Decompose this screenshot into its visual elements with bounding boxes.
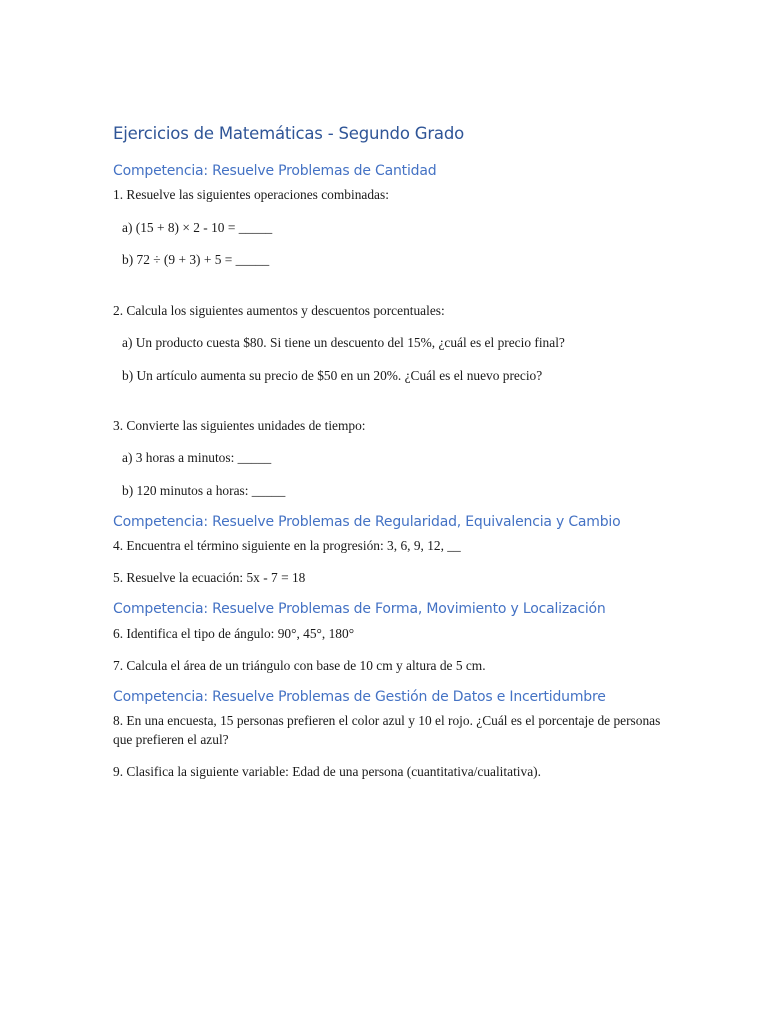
exercise-7: 7. Calcula el área de un triángulo con base de 10 cm y altura de 5 cm. [113,658,486,673]
exercise-8: 8. En una encuesta, 15 personas prefieren el color azul y 10 el rojo. ¿Cuál es el porcentaje de personas que prefieren el azul? [113,713,661,747]
exercise-2b: b) Un artículo aumenta su precio de $50 en un 20%. ¿Cuál es el nuevo precio? [122,368,543,383]
exercise-4: 4. Encuentra el término siguiente en la progresión: 3, 6, 9, 12, __ [113,538,461,553]
exercise-9: 9. Clasifica la siguiente variable: Edad de una persona (cuantitativa/cualitativa). [113,764,541,779]
exercise-3b: b) 120 minutos a horas: _____ [122,483,286,498]
exercise-2: 2. Calcula los siguientes aumentos y descuentos porcentuales: [113,303,445,318]
exercise-1a: a) (15 + 8) × 2 - 10 = _____ [122,220,273,235]
section-heading-forma: Competencia: Resuelve Problemas de Forma, Movimiento y Localización [113,601,606,617]
exercise-2a: a) Un producto cuesta $80. Si tiene un descuento del 15%, ¿cuál es el precio final? [122,335,565,350]
exercise-1b: b) 72 ÷ (9 + 3) + 5 = _____ [122,252,270,267]
exercise-5: 5. Resuelve la ecuación: 5x - 7 = 18 [113,570,306,585]
exercise-6: 6. Identifica el tipo de ángulo: 90°, 45°, 180° [113,626,355,641]
exercise-3: 3. Convierte las siguientes unidades de tiempo: [113,418,366,433]
section-heading-regularidad: Competencia: Resuelve Problemas de Regularidad, Equivalencia y Cambio [113,514,621,530]
exercise-1: 1. Resuelve las siguientes operaciones combinadas: [113,187,389,202]
section-heading-cantidad: Competencia: Resuelve Problemas de Cantidad [113,163,437,179]
section-heading-datos: Competencia: Resuelve Problemas de Gestión de Datos e Incertidumbre [113,689,606,705]
document-title: Ejercicios de Matemáticas - Segundo Grado [113,124,465,143]
exercise-3a: a) 3 horas a minutos: _____ [122,450,272,465]
